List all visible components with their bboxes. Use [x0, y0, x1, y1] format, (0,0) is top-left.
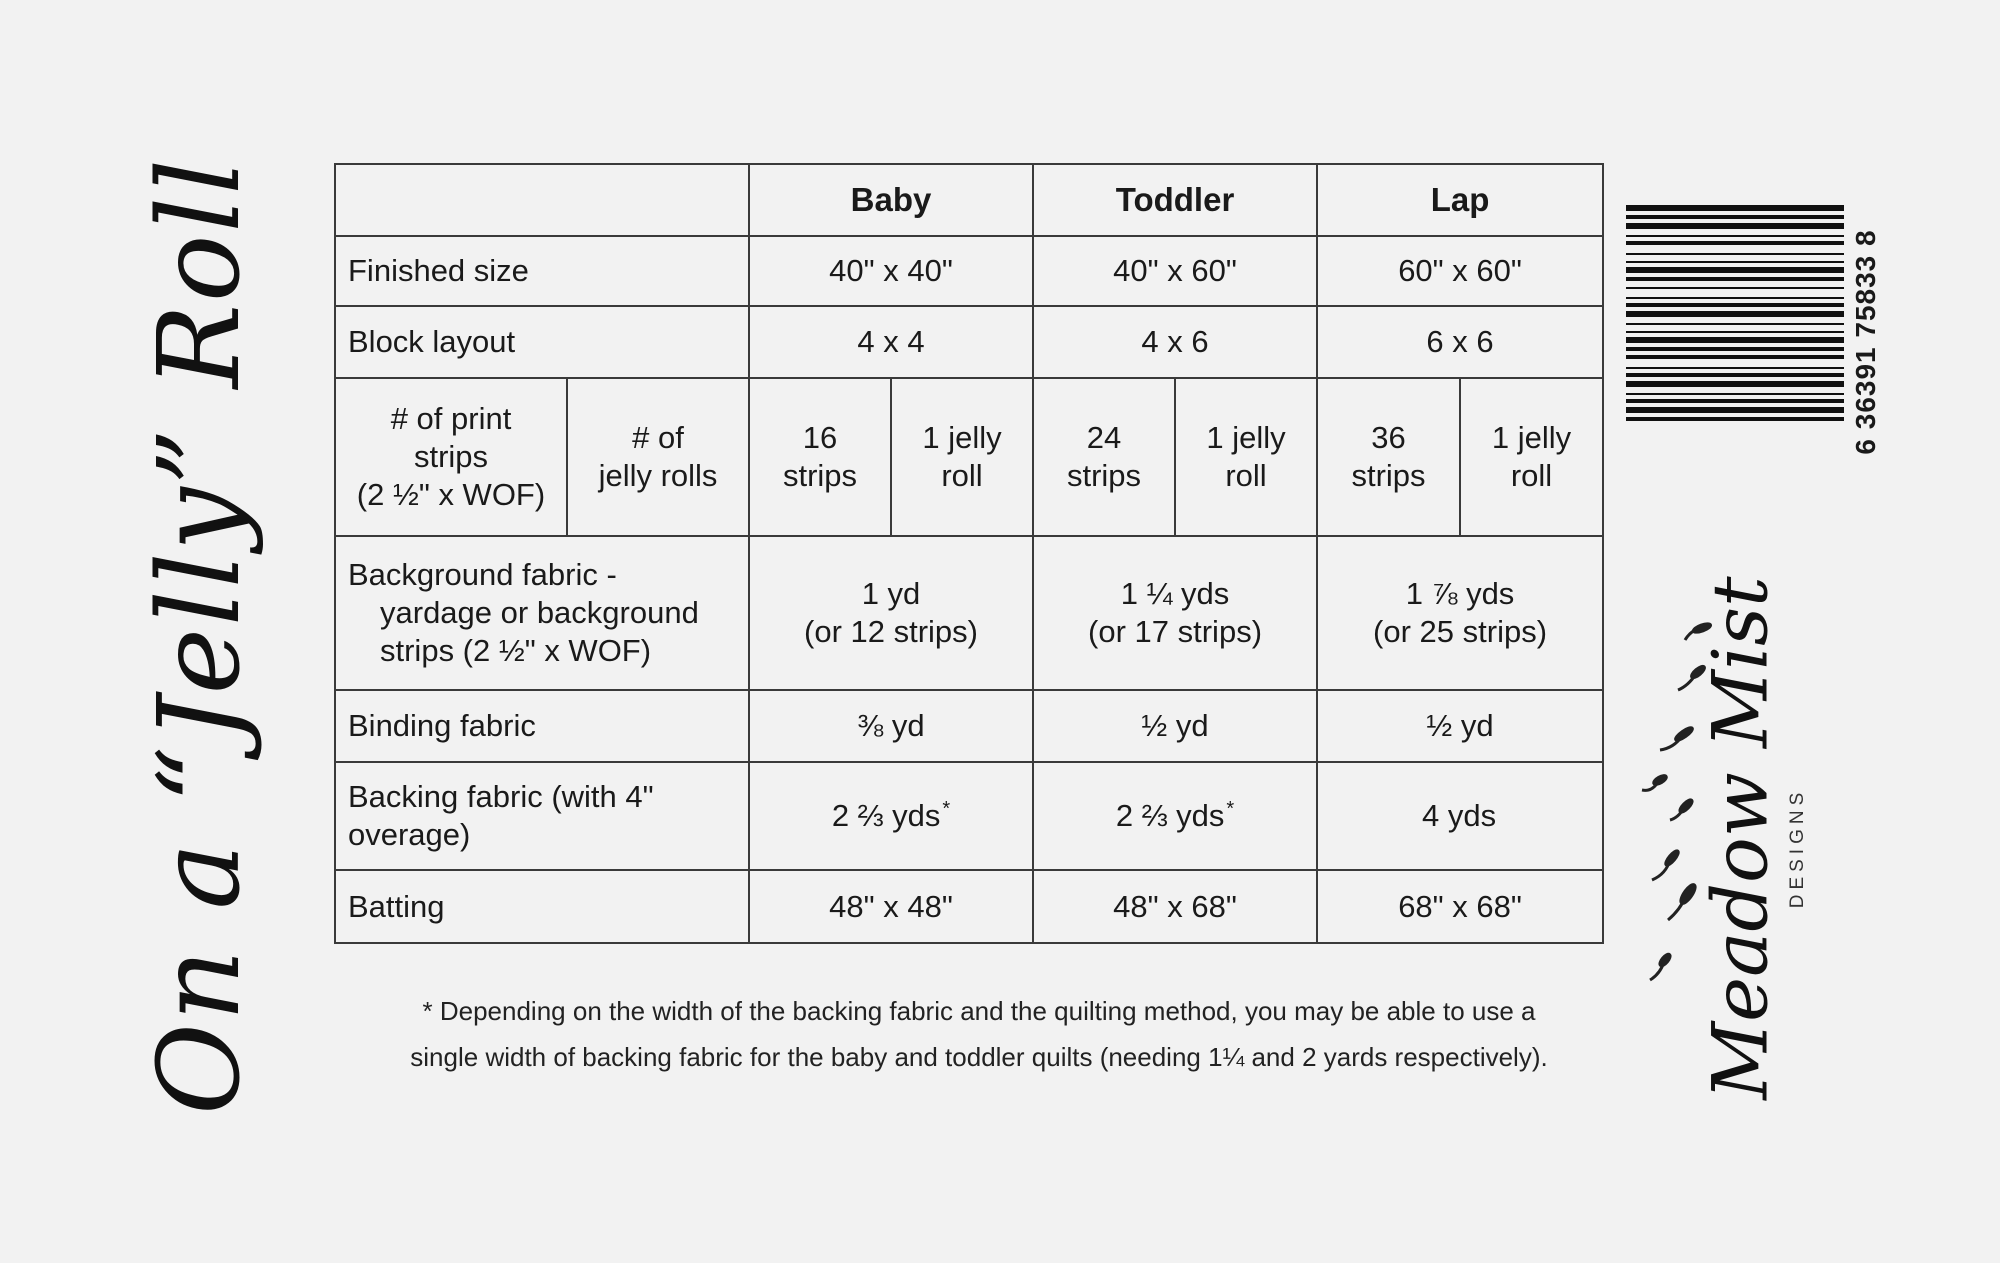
cell-line: 36 [1371, 420, 1406, 455]
backing-row [335, 762, 1603, 870]
barcode-bar [1626, 303, 1844, 307]
row-label [335, 762, 749, 870]
cell-line: (or 25 strips) [1373, 614, 1548, 649]
barcode-bar [1626, 373, 1844, 377]
barcode-number: 6 36391 75833 8 [1850, 229, 1881, 455]
barcode-bar [1626, 417, 1844, 421]
strips-row [335, 378, 1603, 536]
block-layout-row [335, 306, 1603, 378]
barcode-bar [1626, 277, 1844, 281]
cell-value: 4 x 4 [749, 306, 1033, 378]
barcode-bar [1626, 381, 1844, 387]
cell-line: roll [1510, 458, 1553, 493]
cell-strips [1317, 378, 1460, 536]
footnote-mark: * [1226, 797, 1235, 820]
brand-name: Meadow Mist [1695, 576, 1785, 1100]
cell-value [749, 536, 1033, 690]
cell-value [1317, 536, 1603, 690]
label-line: # of [632, 420, 684, 455]
header-toddler: Toddler [1033, 164, 1317, 236]
cell-value: ½ yd [1317, 690, 1603, 762]
label-line: (2 ½" x WOF) [356, 477, 546, 512]
cell-value: 60" x 60" [1317, 236, 1603, 306]
cell-rolls [1175, 378, 1317, 536]
barcode-bar [1626, 235, 1844, 237]
footnote-line: single width of backing fabric for the baby and toddler quilts (needing 1¼ and 2 yards respectively). [410, 1042, 1548, 1072]
cell-value [1033, 536, 1317, 690]
label-line: jelly rolls [598, 458, 718, 493]
barcode-bar [1626, 267, 1844, 273]
header-baby: Baby [749, 164, 1033, 236]
barcode-bar [1626, 205, 1844, 211]
cell-value [749, 762, 1033, 870]
cell-line: 1 yd [861, 576, 921, 611]
barcode-bar [1626, 407, 1844, 413]
cell-text: 2 ⅔ yds [831, 798, 941, 833]
barcode-bar [1626, 355, 1844, 359]
header-lap: Lap [1317, 164, 1603, 236]
header-row [335, 164, 1603, 236]
barcode-bar [1626, 253, 1844, 255]
barcode-bar [1626, 347, 1844, 351]
footnote-mark: * [942, 797, 951, 820]
requirements-table [334, 163, 1604, 944]
brand-sub: DESIGNS [1787, 787, 1808, 909]
row-label: Binding fabric [335, 690, 749, 762]
cell-line: strips [1066, 458, 1142, 493]
cell-line: 1 jelly [1491, 420, 1572, 455]
row-label-strips [335, 378, 567, 536]
cell-line: strips [782, 458, 858, 493]
cell-value: 40" x 40" [749, 236, 1033, 306]
pattern-title: On a “Jelly” Roll [135, 156, 265, 1116]
cell-value: 40" x 60" [1033, 236, 1317, 306]
cell-value: 68" x 68" [1317, 870, 1603, 943]
cell-line: roll [941, 458, 983, 493]
cell-line: (or 17 strips) [1088, 614, 1263, 649]
cell-line: (or 12 strips) [804, 614, 978, 649]
barcode-bar [1626, 297, 1844, 299]
barcode-bar [1626, 287, 1844, 289]
footnote-line: * Depending on the width of the backing fabric and the quilting method, you may be able to use a [422, 996, 1536, 1026]
cell-strips [1033, 378, 1175, 536]
label-line: Backing fabric (with 4" [348, 779, 654, 814]
cell-value [1317, 762, 1603, 870]
cell-text: 2 ⅔ yds [1115, 798, 1225, 833]
barcode-bar [1626, 393, 1844, 395]
cell-line: strips [1351, 458, 1426, 493]
barcode-bar [1626, 223, 1844, 229]
cell-line: 16 [802, 420, 838, 455]
cell-line: 1 ⅞ yds [1405, 576, 1515, 611]
cell-line: 1 jelly [1206, 420, 1286, 455]
label-line: Background fabric - [348, 557, 617, 592]
cell-value [1033, 762, 1317, 870]
barcode-bar [1626, 311, 1844, 317]
corner-cell [335, 164, 749, 236]
barcode-bar [1626, 331, 1844, 333]
cell-line: roll [1225, 458, 1267, 493]
cell-value: 48" x 68" [1033, 870, 1317, 943]
label-line: # of print [390, 401, 512, 436]
cell-text: 4 yds [1421, 798, 1497, 833]
cell-value: 6 x 6 [1317, 306, 1603, 378]
cell-strips [749, 378, 891, 536]
batting-row [335, 870, 1603, 943]
cell-value: 4 x 6 [1033, 306, 1317, 378]
row-label: Block layout [335, 306, 749, 378]
barcode-bar [1626, 399, 1844, 403]
row-label: Batting [335, 870, 749, 943]
cell-value: 48" x 48" [749, 870, 1033, 943]
label-line: strips (2 ½" x WOF) [380, 633, 652, 668]
row-label: Finished size [335, 236, 749, 306]
cell-value: ½ yd [1033, 690, 1317, 762]
barcode-bar [1626, 261, 1844, 263]
cell-line: 24 [1086, 420, 1122, 455]
footnote [334, 988, 1624, 1080]
barcode-bar [1626, 323, 1844, 325]
barcode-bar [1626, 241, 1844, 245]
barcode-bar [1626, 215, 1844, 219]
cell-rolls [891, 378, 1033, 536]
finished-size-row [335, 236, 1603, 306]
label-line: yardage or background [380, 595, 699, 630]
cell-line: 1 jelly [922, 420, 1002, 455]
binding-row [335, 690, 1603, 762]
label-line: strips [413, 439, 489, 474]
cell-value: ⅜ yd [749, 690, 1033, 762]
cell-line: 1 ¼ yds [1120, 576, 1230, 611]
row-label-jelly-rolls [567, 378, 749, 536]
label-line: overage) [348, 817, 471, 852]
row-label [335, 536, 749, 690]
background-fabric-row [335, 536, 1603, 690]
barcode-bar [1626, 367, 1844, 369]
barcode [1626, 205, 1844, 479]
barcode-bar [1626, 337, 1844, 343]
cell-rolls [1460, 378, 1603, 536]
